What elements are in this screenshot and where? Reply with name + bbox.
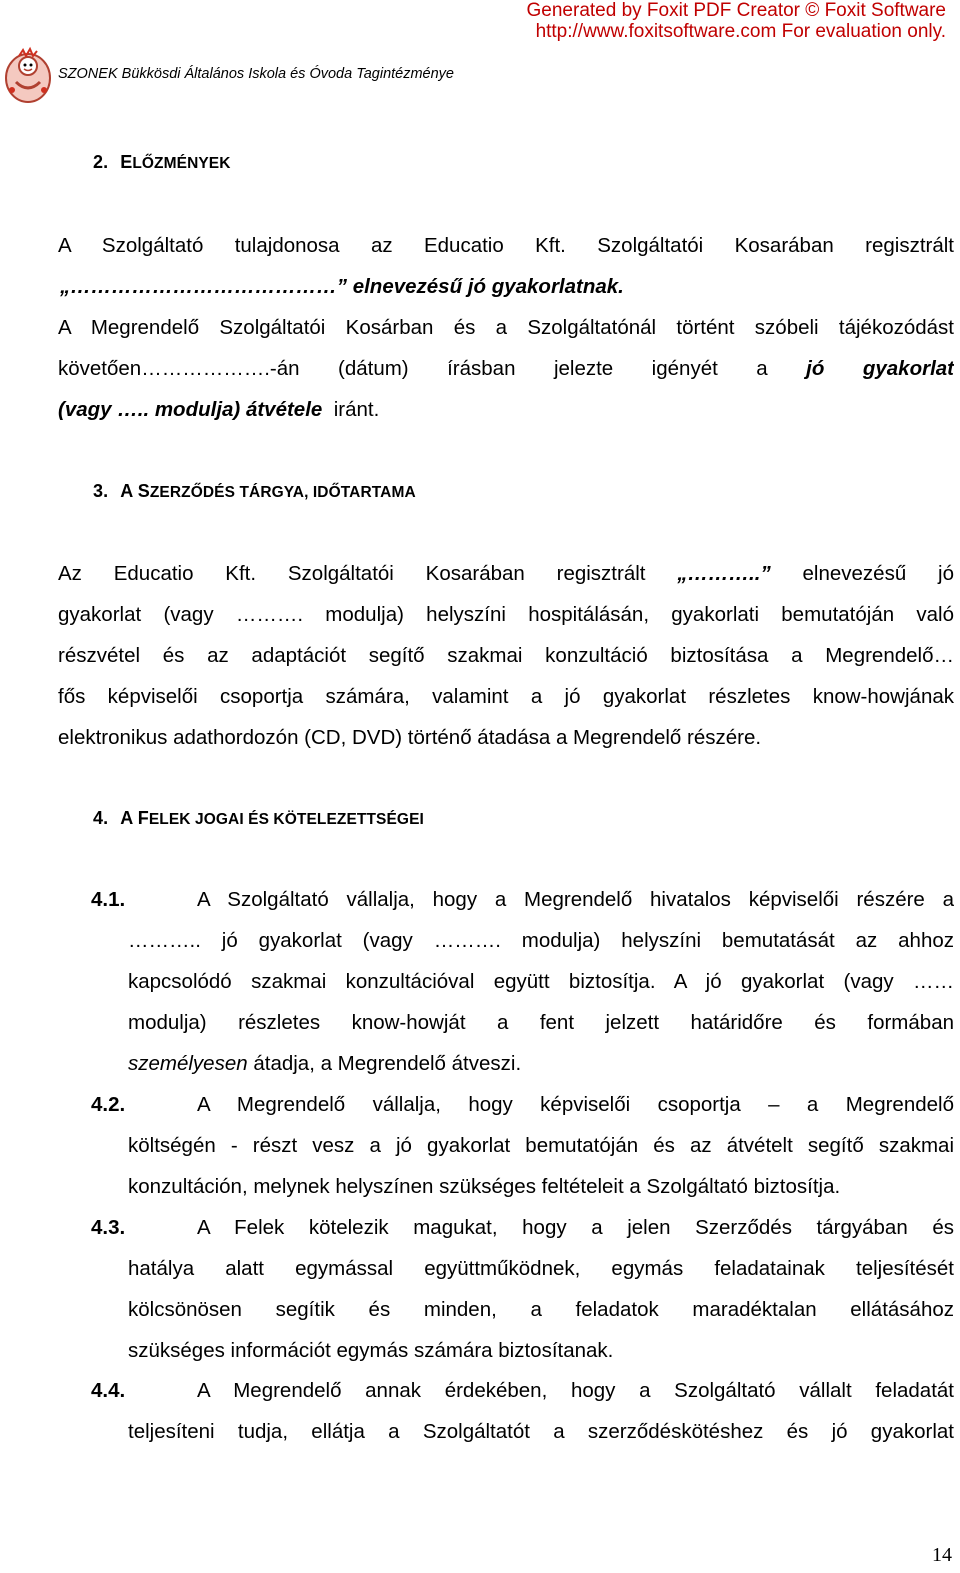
section-2-title-first: E — [120, 152, 133, 172]
paragraph-line — [58, 553, 954, 594]
section-3-heading — [93, 481, 416, 502]
paragraph-line: A Megrendelő Szolgáltatói Kosárban és a Szolgáltatónál történt szóbeli tájékozódást — [58, 316, 954, 339]
watermark-line-1: Generated by Foxit PDF Creator © Foxit Software — [526, 0, 946, 21]
emphasis-text: személyesen — [128, 1052, 248, 1075]
paragraph-line: gyakorlat (vagy ………. modulja) helyszíni hospitálásán, gyakorlati bemutatóján való — [58, 603, 954, 626]
section-2-number: 2. — [93, 152, 109, 172]
paragraph-line: elektronikus adathordozón (CD, DVD) történő átadása a Megrendelő részére. — [58, 726, 762, 749]
clause-number: 4.1. — [91, 888, 126, 911]
section-4-title-rest: ELEK JOGAI ÉS KÖTELEZETTSÉGEI — [148, 811, 424, 828]
line-text: Az Educatio Kft. Szolgáltatói Kosarában regisztrált — [58, 562, 646, 585]
section-2-heading — [93, 152, 231, 173]
clause-line: A Megrendelő annak érdekében, hogy a Szolgáltató vállalt feladatát — [197, 1379, 954, 1402]
clause-line: teljesíteni tudja, ellátja a Szolgáltatót a szerződéskötéshez és jó gyakorlat — [128, 1420, 954, 1443]
clause-line: ……….. jó gyakorlat (vagy ………. modulja) helyszíni bemutatását az ahhoz — [128, 929, 954, 952]
clause-line: szükséges információt egymás számára biztosítanak. — [128, 1339, 614, 1362]
section-2-paragraph — [58, 225, 954, 430]
line-text: követően……………….-án (dátum) írásban jelezte igényét a — [58, 357, 768, 380]
paragraph-line: A Szolgáltató tulajdonosa az Educatio Kft. Szolgáltatói Kosarában regisztrált — [58, 234, 954, 257]
section-4-heading — [93, 808, 424, 829]
project-name-blank: „………..” — [677, 562, 771, 585]
section-3-title-first: A S — [120, 481, 150, 501]
school-logo-icon — [2, 44, 54, 104]
clause-line: költségén - részt vesz a jó gyakorlat bemutatóján és az átvételt segítő szakmai — [128, 1134, 954, 1157]
clause-body — [128, 1370, 954, 1452]
clause-number: 4.2. — [91, 1093, 126, 1116]
clause-line: konzultáción, melynek helyszínen szükséges feltételeit a Szolgáltató biztosítja. — [128, 1175, 841, 1198]
clause-line: kapcsolódó szakmai konzultációval együtt biztosítja. A jó gyakorlat (vagy …… — [128, 970, 954, 993]
clause-line: A Felek kötelezik magukat, hogy a jelen Szerződés tárgyában és — [197, 1216, 954, 1239]
section-4-title-first: A F — [120, 808, 149, 828]
emphasis-text: (vagy ….. modulja) átvétele — [58, 398, 323, 421]
paragraph-line — [58, 389, 954, 430]
section-3-number: 3. — [93, 481, 109, 501]
clause-line: A Szolgáltató vállalja, hogy a Megrendelő hivatalos képviselői részére a — [197, 888, 954, 911]
clause-body — [128, 1207, 954, 1371]
section-4-number: 4. — [93, 808, 109, 828]
page-number: 14 — [932, 1544, 952, 1566]
section-2-title-rest: LŐZMÉNYEK — [132, 155, 231, 172]
clause-number: 4.3. — [91, 1216, 126, 1239]
paragraph-line: fős képviselői csoportja számára, valamint a jó gyakorlat részletes know-howjának — [58, 685, 954, 708]
section-3-paragraph — [58, 553, 954, 758]
paragraph-line: részvétel és az adaptációt segítő szakmai konzultáció biztosítása a Megrendelő… — [58, 644, 954, 667]
section-3-title-rest: ZERZŐDÉS TÁRGYA, IDŐTARTAMA — [149, 484, 416, 501]
line-text: elnevezésű jó — [802, 562, 954, 585]
foxit-watermark — [527, 0, 946, 42]
paragraph-line — [58, 348, 954, 389]
clause-line: modulja) részletes know-howját a fent jelzett határidőre és formában — [128, 1011, 954, 1034]
clause-line: A Megrendelő vállalja, hogy képviselői csoportja – a Megrendelő — [197, 1093, 954, 1116]
line-text: iránt. — [333, 398, 380, 421]
watermark-line-2: http://www.foxitsoftware.com For evaluation only. — [535, 21, 946, 42]
clause-line — [128, 1043, 954, 1084]
clause-line: hatálya alatt egymással együttműködnek, egymás feladatainak teljesítését — [128, 1257, 954, 1280]
clause-number: 4.4. — [91, 1379, 126, 1402]
emphasis-text: jó gyakorlat — [806, 357, 954, 380]
clause-body — [128, 879, 954, 1084]
school-name: SZONEK Bükkösdi Általános Iskola és Óvoda Tagintézménye — [58, 66, 454, 82]
project-name-blank: „…………………………………” elnevezésű jó gyakorlatnak. — [60, 275, 624, 298]
paragraph-line — [58, 266, 954, 307]
clause-body — [128, 1084, 954, 1207]
clause-line: kölcsönösen segítik és minden, a feladatok maradéktalan ellátásához — [128, 1298, 954, 1321]
line-text: átadja, a Megrendelő átveszi. — [253, 1052, 522, 1075]
